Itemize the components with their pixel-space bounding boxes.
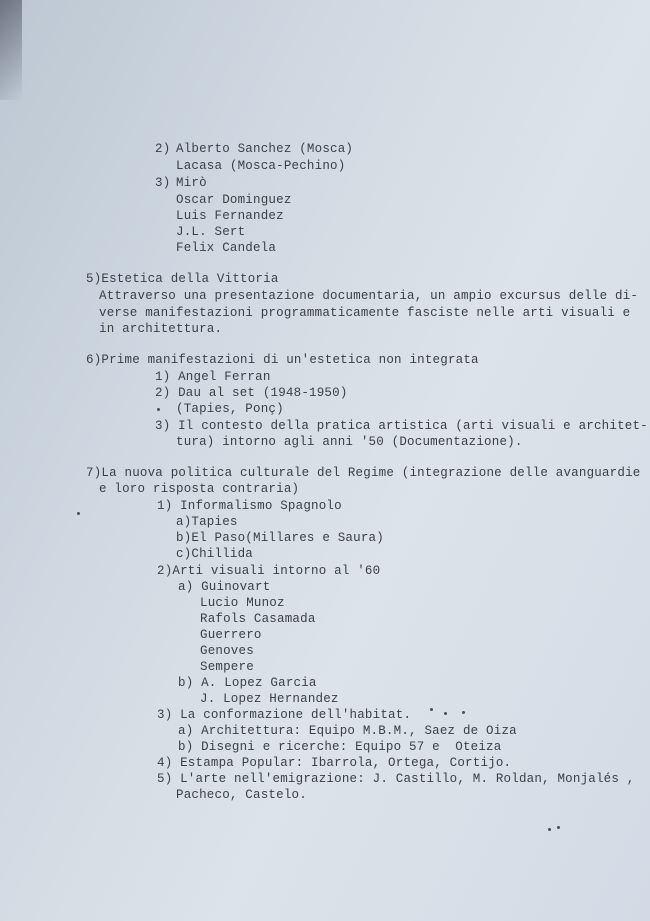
list-item-text: a)Tapies <box>176 515 238 529</box>
page-corner-shadow <box>0 0 22 100</box>
stray-dot-mark <box>444 712 447 715</box>
list-item-text: Lacasa (Mosca-Pechino) <box>176 159 346 173</box>
list-item-text: J.L. Sert <box>176 225 246 239</box>
list-item-text: Felix Candela <box>176 241 277 255</box>
list-item-number: 2) <box>155 142 171 156</box>
stray-dot-mark <box>557 826 560 829</box>
stray-dot-mark <box>157 408 160 411</box>
list-item-text: Mirò <box>176 176 207 190</box>
stray-dot-mark <box>77 512 80 515</box>
section-heading: 7)La nuova politica culturale del Regime (integrazione delle avanguardie <box>86 466 641 480</box>
section-heading: 6)Prime manifestazioni di un'estetica non integrata <box>86 353 479 367</box>
subsection-title: 1) Informalismo Spagnolo <box>157 499 342 513</box>
list-item-text: Rafols Casamada <box>200 612 316 626</box>
subsection-title: 5) L'arte nell'emigrazione: J. Castillo, M. Roldan, Monjalés , <box>157 772 635 786</box>
list-item-text: Lucio Munoz <box>200 596 285 610</box>
paragraph-line: verse manifestazioni programmaticamente fasciste nelle arti visuali e <box>99 306 631 320</box>
stray-dot-mark <box>548 828 551 831</box>
stray-dot-mark <box>462 711 465 714</box>
list-item-text: b) Disegni e ricerche: Equipo 57 e Oteiza <box>178 740 502 754</box>
subsection-title: 2)Arti visuali intorno al '60 <box>157 564 381 578</box>
list-item-text: 3) Il contesto della pratica artistica (arti visuali e architet- <box>155 419 648 433</box>
list-item-text: 1) Angel Ferran <box>155 370 271 384</box>
list-item-text: 2) Dau al set (1948-1950) <box>155 386 348 400</box>
paragraph-line: Attraverso una presentazione documentaria, un ampio excursus delle di- <box>99 289 639 303</box>
list-item-text: c)Chillida <box>176 547 254 561</box>
list-item-text: Pacheco, Castelo. <box>176 788 307 802</box>
paragraph-line: in architettura. <box>99 322 223 336</box>
subsection-title: 3) La conformazione dell'habitat. <box>157 708 412 722</box>
list-item-text: b)El Paso(Millares e Saura) <box>176 531 384 545</box>
list-item-text: Alberto Sanchez (Mosca) <box>176 142 354 156</box>
section-heading-continuation: e loro risposta contraria) <box>99 482 300 496</box>
list-item-text: Genoves <box>200 644 254 658</box>
list-item-text: a) Guinovart <box>178 580 271 594</box>
subsection-title: 4) Estampa Popular: Ibarrola, Ortega, Cortijo. <box>157 756 512 770</box>
list-item-text: (Tapies, Ponç) <box>176 402 284 416</box>
list-item-text: J. Lopez Hernandez <box>200 692 339 706</box>
section-heading: 5)Estetica della Vittoria <box>86 272 279 286</box>
list-item-text: Guerrero <box>200 628 262 642</box>
list-item-text: a) Architettura: Equipo M.B.M., Saez de Oiza <box>178 724 517 738</box>
list-item-text: Oscar Dominguez <box>176 193 292 207</box>
list-item-text: Sempere <box>200 660 254 674</box>
list-item-text: Luis Fernandez <box>176 209 284 223</box>
list-item-text: b) A. Lopez Garcia <box>178 676 317 690</box>
list-item-text: tura) intorno agli anni '50 (Documentazione). <box>176 435 523 449</box>
stray-dot-mark <box>430 708 433 711</box>
list-item-number: 3) <box>155 176 171 190</box>
